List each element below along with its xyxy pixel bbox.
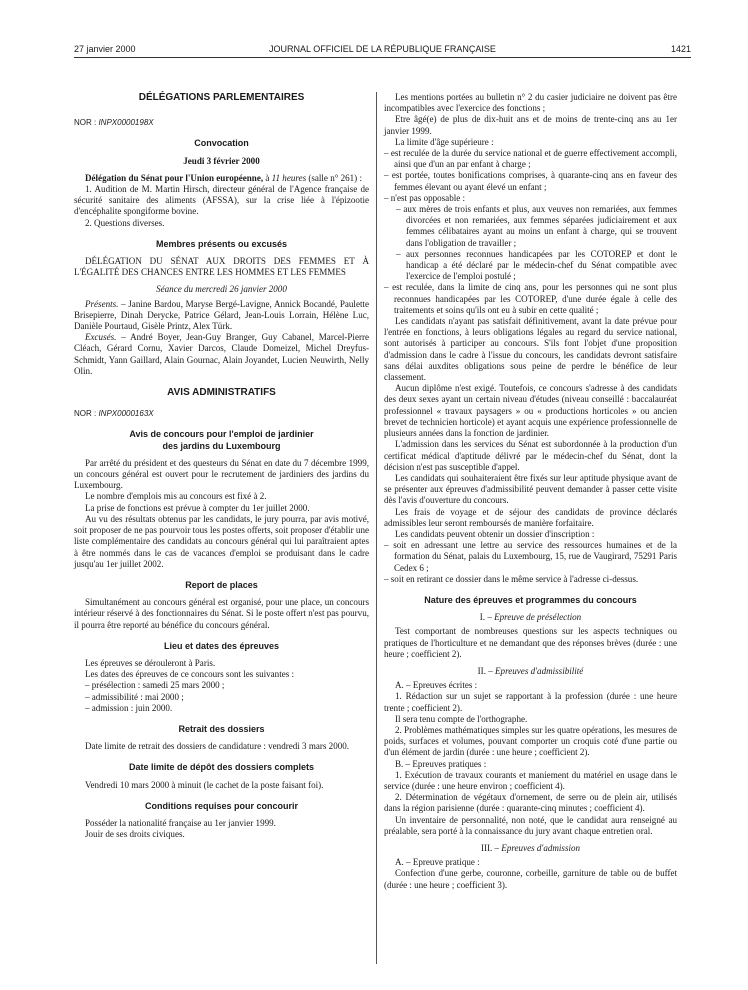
label-epreuves-ecrites: A. – Epreuves écrites : [395, 680, 478, 691]
agenda-item-1: 1. Audition de M. Martin Hirsch, directeur général de l'Agence française de sécurité sanitaire des aliments (AFSSA), sur la crise liée à l'épizootie d'encéphalite spongiforme bovine. [74, 184, 369, 217]
page-header [74, 44, 691, 58]
para-diplome: Aucun diplôme n'est exigé. Toutefois, ce concours s'adresse à des candidats des deux sexes ayant un certain niveau d'études (niveau conseillé : baccalauréat professionnel « travaux paysagers » ou « productions horticoles » ou ancien brevet de technicien horticole) et ayant acquis une expérience professionnelle de plusieurs années dans la fonction de jardinier. [384, 383, 677, 439]
limite-subitem-meres: – aux mères de trois enfants et plus, aux veuves non remariées, aux femmes divorcées et non remariées, aux femmes séparées judiciairement et aux femmes célibataires ayant au moins un enfant à charge, qui se trouvent dans l'obligation de travailler ; [396, 204, 677, 248]
label-epreuve-pratique: A. – Epreuve pratique : [395, 857, 480, 868]
date-admission: – admission : juin 2000. [85, 702, 173, 713]
presents-label: Présents. [85, 298, 119, 309]
para-retrait: Date limite de retrait des dossiers de candidature : vendredi 3 mars 2000. [85, 741, 350, 752]
nor-code: INPX0000198X [98, 118, 154, 128]
epreuve-number: II. – [477, 665, 496, 676]
header-journal-title: JOURNAL OFFICIEL DE LA RÉPUBLIQUE FRANÇAISE [269, 44, 496, 54]
nor-reference-2 [74, 408, 369, 419]
para-jury: Au vu des résultats obtenus par les candidats, le jury pourra, par avis motivé, soit proposer de ne pas pourvoir tous les postes offerts, soit proposer d'établir une liste complémentaire des candidats au concours général qui lui paraîtraient aptes à être nommés dans le cas de vacances d'emploi se produisant dans le cadre jusqu'au 1er juillet 2002. [74, 513, 369, 569]
meeting-date-text: Jeudi 3 février 2000 [183, 155, 260, 166]
para-test: Test comportant de nombreuses questions sur les aspects techniques ou pratiques de l'horticulture et ne demandant que des réponses brèves (durée : une heure ; coefficient 2). [384, 626, 677, 659]
seance-date: Séance du mercredi 26 janvier 2000 [156, 284, 287, 295]
header-rule [74, 57, 691, 58]
agenda-item-2: 2. Questions diverses. [85, 217, 165, 228]
right-column [384, 92, 677, 891]
para-nombre-emplois: Le nombre d'emplois mis au concours est fixé à 2. [85, 491, 267, 502]
heading-convocation: Convocation [194, 138, 249, 149]
para-age: Etre âgé(e) de plus de dix-huit ans et de moins de trente-cinq ans au 1er janvier 1999. [384, 114, 677, 136]
epreuve-name: Epreuves d'admission [501, 843, 581, 853]
epreuve-name: Epreuve de présélection [494, 612, 582, 623]
epreuve-redaction: 1. Rédaction sur un sujet se rapportant à la profession (durée : une heure trente ; coefficient 2). [384, 691, 677, 713]
heading-nature-epreuves: Nature des épreuves et programmes du concours [424, 594, 637, 605]
delegation-femmes-title: DÉLÉGATION DU SÉNAT AUX DROITS DES FEMMES ET À L'ÉGALITÉ DES CHANCES ENTRE LES HOMMES ET LES FEMMES [74, 256, 369, 278]
para-certificat-medical: L'admission dans les services du Sénat est subordonnée à la production d'un certificat médical d'aptitude délivré par le médecin-chef du Sénat, dont la décision n'est pas susceptible d'appel. [384, 439, 677, 472]
nor-code: INPX0000163X [98, 409, 154, 419]
delegation-ue-room: (salle n° 261) : [306, 172, 362, 183]
heading-depot: Date limite de dépôt des dossiers complets [128, 762, 315, 773]
epreuve-mathematiques: 2. Problèmes mathématiques simples sur les quatre opérations, les mesures de poids, surfaces et volumes, pouvant comporter un croquis coté d'une partie ou d'un élément de jardin (durée : une heure ; coefficient 2). [384, 724, 677, 758]
para-casier: Les mentions portées au bulletin n° 2 du casier judiciaire ne doivent pas être incompatibles avec l'exercice des fonctions ; [384, 92, 677, 114]
para-prise-fonctions: La prise de fonctions est prévue à compter du 1er juillet 2000. [85, 502, 310, 513]
excuses-label: Excusés. [85, 332, 117, 343]
para-droits-civiques: Jouir de ses droits civiques. [85, 829, 185, 840]
para-limite-age: La limite d'âge supérieure : [395, 136, 494, 147]
heading-epreuve-preselection [384, 612, 677, 623]
heading-report-places: Report de places [185, 579, 258, 590]
heading-retrait: Retrait des dossiers [178, 723, 265, 734]
limite-item-non-opposable: – n'est pas opposable : [384, 192, 466, 203]
presents-names: – Janine Bardou, Maryse Bergé-Lavigne, Annick Bocandé, Paulette Brisepierre, Dinah Derycke, Patrice Gélard, Jean-Louis Lorrain, Hélène Luc, Danièle Pourtaud, Gisèle Printz, Alex Türk. [74, 298, 369, 332]
avis-concours-title-line2: des jardins du Luxembourg [162, 440, 281, 451]
epreuve-number: I. – [479, 612, 495, 623]
heading-lieu-dates: Lieu et dates des épreuves [163, 640, 280, 651]
column-divider [376, 92, 377, 964]
limite-item-cotorep: – est reculée, dans la limite de cinq ans, pour les personnes qui ne sont plus reconnues handicapées par les COTOREP, d'une durée égale à celle des traitements et soins qu'ils ont eu à subir en cette qualité ; [384, 282, 677, 315]
meeting-date [74, 156, 369, 167]
para-inventaire: Un inventaire de personnalité, non noté, que le candidat aura renseigné au préalable, sera porté à la connaissance du jury avant chaque entretien oral. [384, 814, 677, 836]
heading-epreuves-admissibilite [384, 666, 677, 677]
excuses-list [74, 332, 369, 377]
header-date: 27 janvier 2000 [74, 44, 136, 54]
header-page-number: 1421 [670, 44, 691, 54]
section-title-delegations: DÉLÉGATIONS PARLEMENTAIRES [138, 92, 305, 103]
para-frais: Les frais de voyage et de séjour des candidats de province déclarés admissibles leur seront remboursés de manière forfaitaire. [384, 506, 677, 528]
avis-concours-title-line1: Avis de concours pour l'emploi de jardinier [129, 429, 314, 440]
nor-label: NOR : [74, 118, 99, 128]
dossier-option-lettre: – soit en adressant une lettre au service des ressources humaines et de la formation du Sénat, palais du Luxembourg, 15, rue de Vaugirard, 75291 Paris Cedex 6 ; [384, 540, 677, 573]
epreuve-travaux: 1. Exécution de travaux courants et maniement du matériel en usage dans le service (durée : une heure environ ; coefficient 4). [384, 769, 677, 791]
limite-subitem-handicap: – aux personnes reconnues handicapées par les COTOREP et dont le handicap a été déclaré par le médecin-chef du Sénat compatible avec l'exercice de l'emploi postulé ; [396, 248, 677, 282]
para-dossier: Les candidats peuvent obtenir un dossier d'inscription : [395, 528, 595, 539]
delegation-ue-line [74, 173, 369, 184]
epreuve-orthographe: Il sera tenu compte de l'orthographe. [395, 713, 528, 724]
label-epreuves-pratiques: B. – Epreuves pratiques : [395, 758, 487, 769]
limite-item-femmes: – est portée, toutes bonifications comprises, à quarante-cinq ans en faveur des femmes élevant ou ayant élevé un enfant ; [384, 170, 677, 192]
epreuve-name: Epreuves d'admissibilité [495, 665, 584, 676]
left-column [74, 92, 369, 840]
para-confection: Confection d'une gerbe, couronne, corbeille, garniture de table ou de buffet (durée : une heure ; coefficient 3). [384, 868, 677, 890]
para-nationalite: Posséder la nationalité française au 1er janvier 1999. [85, 817, 276, 828]
delegation-ue-hour: 11 heures [271, 172, 307, 183]
para-arrete: Par arrêté du président et des questeurs du Sénat en date du 7 décembre 1999, un concours général est ouvert pour le recrutement de jardiniers des jardins du Luxembourg. [74, 457, 369, 491]
epreuve-vegetaux: 2. Détermination de végétaux d'ornement, de serre ou de plein air, utilisés dans la région parisienne (durée : quarante-cinq minutes ; coefficient 4). [384, 792, 677, 814]
heading-membres: Membres présents ou excusés [155, 238, 288, 249]
para-service-national: Les candidats n'ayant pas satisfait définitivement, avant la date prévue pour l'entrée en fonctions, à leurs obligations légales au regard du service national, sont autorisés à participer au concours. S'ils font l'objet d'une proposition d'admission dans le cadre à l'issue du concours, les candidats devront satisfaire sans délai auxdites obligations sous peine de perdre le bénéfice de leur classement. [384, 316, 677, 383]
para-dates: Les dates des épreuves de ce concours sont les suivantes : [85, 669, 295, 680]
para-depot: Vendredi 10 mars 2000 à minuit (le cachet de la poste faisant foi). [85, 779, 324, 790]
dossier-option-retrait: – soit en retirant ce dossier dans le même service à l'adresse ci-dessus. [384, 573, 639, 584]
para-aptitude: Les candidats qui souhaiteraient être fixés sur leur aptitude physique avant de se présenter aux épreuves d'admissibilité peuvent demander à passer cette visite dès l'avis d'ouverture du concours. [384, 472, 677, 506]
delegation-ue-name: Délégation du Sénat pour l'Union européenne, [85, 172, 264, 183]
date-preselection: – présélection : samedi 25 mars 2000 ; [85, 680, 225, 691]
excuses-names: – André Boyer, Jean-Guy Branger, Guy Cabanel, Marcel-Pierre Cléach, Gérard Cornu, Xavier Darcos, Claude Domeizel, Michel Dreyfus-Schmidt, Yann Gaillard, Alain Gournac, Alain Joyandet, Lucien Neuwirth, Nelly Olin. [74, 332, 369, 376]
para-report: Simultanément au concours général est organisé, pour une place, un concours intérieur réservé à des fonctionnaires du Sénat. Si le poste offert n'est pas pourvu, il pourra être reporté au bénéfice du concours général. [74, 597, 369, 630]
limite-item-service: – est reculée de la durée du service national et de guerre effectivement accompli, ainsi que d'un an par enfant à charge ; [384, 148, 677, 170]
section-title-avis: AVIS ADMINISTRATIFS [167, 387, 276, 399]
nor-label: NOR : [74, 409, 99, 419]
para-lieu: Les épreuves se dérouleront à Paris. [85, 657, 216, 668]
delegation-ue-text: à [263, 172, 272, 183]
heading-conditions: Conditions requises pour concourir [144, 800, 298, 811]
presents-list [74, 299, 369, 333]
nor-reference-1 [74, 117, 369, 128]
epreuve-number: III. – [480, 843, 502, 853]
date-admissibilite: – admissibilité : mai 2000 ; [85, 691, 184, 702]
heading-epreuves-admission [384, 843, 677, 854]
